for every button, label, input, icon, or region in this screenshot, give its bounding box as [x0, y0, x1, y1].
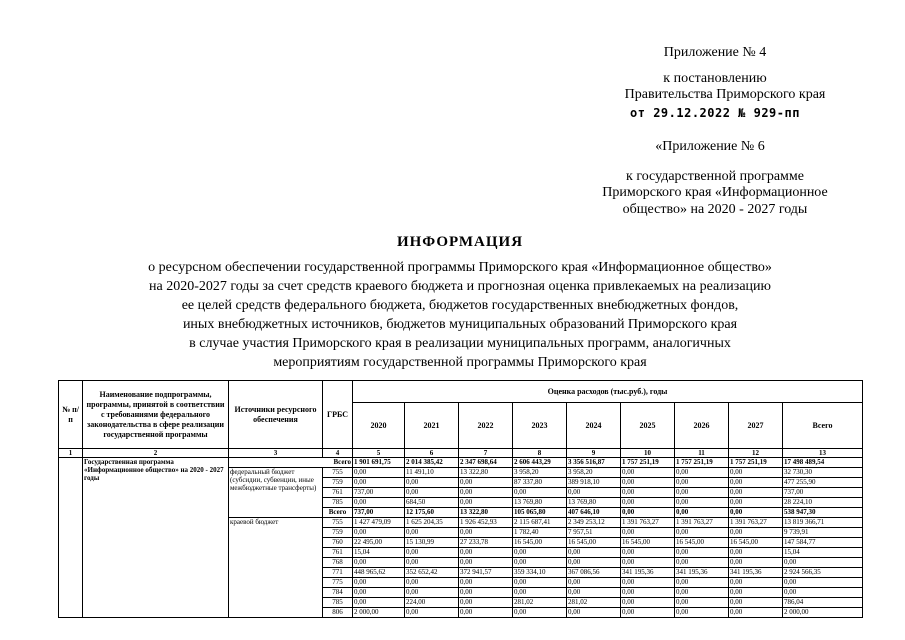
value-cell: 0,00	[675, 598, 729, 608]
column-number: 4	[323, 449, 353, 458]
grbs-cell: 775	[323, 578, 353, 588]
value-cell: 2 014 385,42	[405, 458, 459, 468]
value-cell: 1 757 251,19	[729, 458, 783, 468]
value-cell: 0,00	[513, 548, 567, 558]
value-cell: 1 782,40	[513, 528, 567, 538]
value-cell: 224,00	[405, 598, 459, 608]
value-cell: 0,00	[459, 478, 513, 488]
value-cell: 538 947,30	[783, 508, 863, 518]
subtitle-line: иных внебюджетных источников, бюджетов муниципальных образований Приморского края	[182, 317, 738, 332]
column-number: 10	[621, 449, 675, 458]
year-header: 2026	[675, 403, 729, 449]
value-cell: 0,00	[675, 558, 729, 568]
subtitle-line: о ресурсном обеспечении государственной программы Приморского края «Информационное общество»	[148, 260, 772, 275]
value-cell: 0,00	[729, 578, 783, 588]
value-cell: 0,00	[567, 558, 621, 568]
value-cell: 0,00	[353, 558, 405, 568]
sub-appendix-number: «Приложение № 6	[655, 139, 765, 154]
value-cell: 13 769,80	[567, 498, 621, 508]
year-header: Всего	[783, 403, 863, 449]
value-cell: 16 545,00	[729, 538, 783, 548]
value-cell: 0,00	[783, 578, 863, 588]
value-cell: 0,00	[353, 498, 405, 508]
value-cell: 0,00	[405, 608, 459, 618]
value-cell: 7 957,51	[567, 528, 621, 538]
col-header-source: Источники ресурсного обеспечения	[229, 381, 323, 449]
value-cell: 477 255,90	[783, 478, 863, 488]
value-cell: 13 322,80	[459, 508, 513, 518]
value-cell: 0,00	[513, 608, 567, 618]
value-cell: 0,00	[675, 498, 729, 508]
value-cell: 0,00	[729, 508, 783, 518]
year-header: 2024	[567, 403, 621, 449]
row-number-cell	[59, 458, 83, 618]
grbs-cell: 785	[323, 498, 353, 508]
value-cell: 0,00	[405, 548, 459, 558]
document-title: ИНФОРМАЦИЯ	[396, 234, 524, 250]
grbs-cell: 761	[323, 488, 353, 498]
value-cell: 0,00	[621, 508, 675, 518]
program-ref-2: Приморского края «Информационное	[602, 185, 828, 200]
year-header: 2027	[729, 403, 783, 449]
value-cell: 0,00	[513, 588, 567, 598]
year-header: 2021	[405, 403, 459, 449]
value-cell: 0,00	[729, 528, 783, 538]
value-cell: 87 337,80	[513, 478, 567, 488]
source-regional-cell: краевой бюджет	[229, 518, 323, 618]
value-cell: 0,00	[459, 608, 513, 618]
value-cell: 0,00	[675, 548, 729, 558]
value-cell: 17 498 489,54	[783, 458, 863, 468]
value-cell: 0,00	[621, 548, 675, 558]
column-number: 6	[405, 449, 459, 458]
value-cell: 0,00	[513, 558, 567, 568]
value-cell: 3 958,20	[513, 468, 567, 478]
value-cell: 0,00	[729, 588, 783, 598]
value-cell: 389 918,10	[567, 478, 621, 488]
value-cell: 0,00	[567, 548, 621, 558]
government-name: Правительства Приморского края	[624, 87, 826, 102]
value-cell: 16 545,00	[621, 538, 675, 548]
value-cell: 12 175,60	[405, 508, 459, 518]
value-cell: 0,00	[621, 488, 675, 498]
value-cell: 0,00	[675, 478, 729, 488]
value-cell: 0,00	[621, 598, 675, 608]
grbs-cell: 759	[323, 528, 353, 538]
value-cell: 0,00	[459, 578, 513, 588]
value-cell: 0,00	[621, 478, 675, 488]
value-cell: 0,00	[405, 488, 459, 498]
value-cell: 0,00	[729, 598, 783, 608]
value-cell: 737,00	[783, 488, 863, 498]
col-header-name: Наименование подпрограммы, программы, принятой в соответствии с требованиями федерального законодательства в сфере реализации государственной программы	[83, 381, 229, 449]
value-cell: 359 334,10	[513, 568, 567, 578]
value-cell: 2 924 566,35	[783, 568, 863, 578]
value-cell: 1 757 251,19	[675, 458, 729, 468]
column-number: 2	[83, 449, 229, 458]
table-row	[59, 458, 863, 468]
column-number: 11	[675, 449, 729, 458]
value-cell: 0,00	[621, 468, 675, 478]
column-number: 9	[567, 449, 621, 458]
value-cell: 147 584,77	[783, 538, 863, 548]
document-subtitle	[100, 258, 820, 372]
value-cell: 28 224,10	[783, 498, 863, 508]
value-cell: 0,00	[621, 528, 675, 538]
grbs-cell: 806	[323, 608, 353, 618]
value-cell: 0,00	[675, 608, 729, 618]
value-cell: 0,00	[353, 578, 405, 588]
resource-table	[58, 380, 863, 618]
value-cell: 1 926 452,93	[459, 518, 513, 528]
source-federal-cell: федеральный бюджет (субсидии, субвенции, иные межбюджетные трансферты)	[229, 468, 323, 518]
column-number-row	[59, 449, 863, 458]
grbs-cell: 760	[323, 538, 353, 548]
column-number: 13	[783, 449, 863, 458]
value-cell: 0,00	[567, 578, 621, 588]
value-cell: 0,00	[729, 558, 783, 568]
column-number: 8	[513, 449, 567, 458]
value-cell: 0,00	[353, 468, 405, 478]
value-cell: 0,00	[459, 548, 513, 558]
value-cell: 0,00	[729, 488, 783, 498]
value-cell: 0,00	[567, 608, 621, 618]
value-cell: 0,00	[567, 488, 621, 498]
value-cell: 341 195,36	[675, 568, 729, 578]
value-cell: 407 646,10	[567, 508, 621, 518]
value-cell: 0,00	[675, 488, 729, 498]
value-cell: 0,00	[567, 588, 621, 598]
subtitle-line: на 2020-2027 годы за счет средств краевого бюджета и прогнозная оценка привлекаемых на реализацию	[149, 279, 771, 294]
value-cell: 0,00	[675, 578, 729, 588]
value-cell: 1 625 204,35	[405, 518, 459, 528]
value-cell: 0,00	[353, 588, 405, 598]
value-cell: 13 819 366,71	[783, 518, 863, 528]
value-cell: 0,00	[513, 488, 567, 498]
value-cell: 15,04	[353, 548, 405, 558]
value-cell: 0,00	[459, 598, 513, 608]
col-header-estimate: Оценка расходов (тыс.руб.), годы	[353, 381, 863, 403]
subtitle-line: мероприятиям государственной программы Приморского края	[273, 355, 647, 370]
value-cell: 32 730,30	[783, 468, 863, 478]
value-cell: 0,00	[621, 558, 675, 568]
value-cell: 22 495,00	[353, 538, 405, 548]
value-cell: 0,00	[729, 468, 783, 478]
value-cell: 2 000,00	[353, 608, 405, 618]
value-cell: 341 195,36	[729, 568, 783, 578]
grbs-cell: 771	[323, 568, 353, 578]
value-cell: 0,00	[459, 588, 513, 598]
value-cell: 1 391 763,27	[729, 518, 783, 528]
value-cell: 2 115 687,41	[513, 518, 567, 528]
value-cell: 0,00	[621, 578, 675, 588]
value-cell: 0,00	[621, 608, 675, 618]
value-cell: 1 427 479,09	[353, 518, 405, 528]
value-cell: 0,00	[459, 488, 513, 498]
value-cell: 1 391 763,27	[675, 518, 729, 528]
grbs-cell: 759	[323, 478, 353, 488]
grbs-cell: Всего	[323, 508, 353, 518]
subtitle-line: ее целей средств федерального бюджета, бюджетов государственных внебюджетных фондов,	[181, 298, 739, 313]
value-cell: 2 347 698,64	[459, 458, 513, 468]
value-cell: 448 965,62	[353, 568, 405, 578]
value-cell: 0,00	[729, 498, 783, 508]
resolution-ref: к постановлению	[663, 71, 767, 86]
value-cell: 281,02	[513, 598, 567, 608]
year-header: 2020	[353, 403, 405, 449]
program-ref-3: общество» на 2020 - 2027 годы	[622, 202, 808, 217]
column-number: 3	[229, 449, 323, 458]
value-cell: 3 958,20	[567, 468, 621, 478]
grbs-cell: 755	[323, 468, 353, 478]
value-cell: 737,00	[353, 508, 405, 518]
value-cell: 281,02	[567, 598, 621, 608]
value-cell: 16 545,00	[567, 538, 621, 548]
value-cell: 1 901 691,75	[353, 458, 405, 468]
grbs-cell: 784	[323, 588, 353, 598]
value-cell: 0,00	[729, 608, 783, 618]
value-cell: 16 545,00	[513, 538, 567, 548]
value-cell: 737,00	[353, 488, 405, 498]
total-label: Всего	[229, 458, 353, 468]
value-cell: 0,00	[513, 578, 567, 588]
value-cell: 0,00	[729, 548, 783, 558]
value-cell: 0,00	[729, 478, 783, 488]
value-cell: 0,00	[405, 478, 459, 488]
value-cell: 27 233,78	[459, 538, 513, 548]
value-cell: 372 941,57	[459, 568, 513, 578]
value-cell: 0,00	[783, 558, 863, 568]
grbs-cell: 755	[323, 518, 353, 528]
value-cell: 684,50	[405, 498, 459, 508]
value-cell: 0,00	[675, 528, 729, 538]
value-cell: 1 391 763,27	[621, 518, 675, 528]
column-number: 7	[459, 449, 513, 458]
appendix-number: Приложение № 4	[663, 45, 767, 60]
column-number: 12	[729, 449, 783, 458]
program-name-cell: Государственная программа «Информационное общество» на 2020 - 2027 годы	[83, 458, 229, 618]
value-cell: 0,00	[675, 508, 729, 518]
value-cell: 2 000,00	[783, 608, 863, 618]
value-cell: 1 757 251,19	[621, 458, 675, 468]
value-cell: 11 491,10	[405, 468, 459, 478]
value-cell: 0,00	[621, 498, 675, 508]
col-header-grbs: ГРБС	[323, 381, 353, 449]
value-cell: 786,04	[783, 598, 863, 608]
value-cell: 0,00	[675, 468, 729, 478]
value-cell: 9 739,91	[783, 528, 863, 538]
year-header: 2022	[459, 403, 513, 449]
value-cell: 0,00	[353, 598, 405, 608]
value-cell: 0,00	[459, 498, 513, 508]
value-cell: 0,00	[675, 588, 729, 598]
table-body	[59, 449, 863, 618]
value-cell: 13 769,80	[513, 498, 567, 508]
year-header: 2025	[621, 403, 675, 449]
value-cell: 3 356 516,87	[567, 458, 621, 468]
value-cell: 16 545,00	[675, 538, 729, 548]
value-cell: 0,00	[459, 558, 513, 568]
value-cell: 341 195,36	[621, 568, 675, 578]
value-cell: 0,00	[783, 588, 863, 598]
value-cell: 0,00	[621, 588, 675, 598]
grbs-cell: 785	[323, 598, 353, 608]
grbs-cell: 768	[323, 558, 353, 568]
value-cell: 0,00	[353, 528, 405, 538]
value-cell: 2 349 253,12	[567, 518, 621, 528]
value-cell: 15,04	[783, 548, 863, 558]
value-cell: 352 652,42	[405, 568, 459, 578]
value-cell: 0,00	[353, 478, 405, 488]
grbs-cell: 761	[323, 548, 353, 558]
value-cell: 0,00	[405, 588, 459, 598]
value-cell: 105 065,80	[513, 508, 567, 518]
year-header: 2023	[513, 403, 567, 449]
value-cell: 2 606 443,29	[513, 458, 567, 468]
value-cell: 15 130,99	[405, 538, 459, 548]
column-number: 1	[59, 449, 83, 458]
value-cell: 0,00	[405, 578, 459, 588]
value-cell: 0,00	[459, 528, 513, 538]
resolution-date-stamp: от 29.12.2022 № 929-пп	[630, 106, 800, 120]
value-cell: 13 322,80	[459, 468, 513, 478]
value-cell: 0,00	[405, 558, 459, 568]
col-header-num: № п/п	[59, 381, 83, 449]
subtitle-line: в случае участия Приморского края в реализации муниципальных программ, аналогичных	[189, 336, 731, 351]
program-ref-1: к государственной программе	[626, 169, 804, 184]
value-cell: 0,00	[405, 528, 459, 538]
value-cell: 367 086,56	[567, 568, 621, 578]
column-number: 5	[353, 449, 405, 458]
